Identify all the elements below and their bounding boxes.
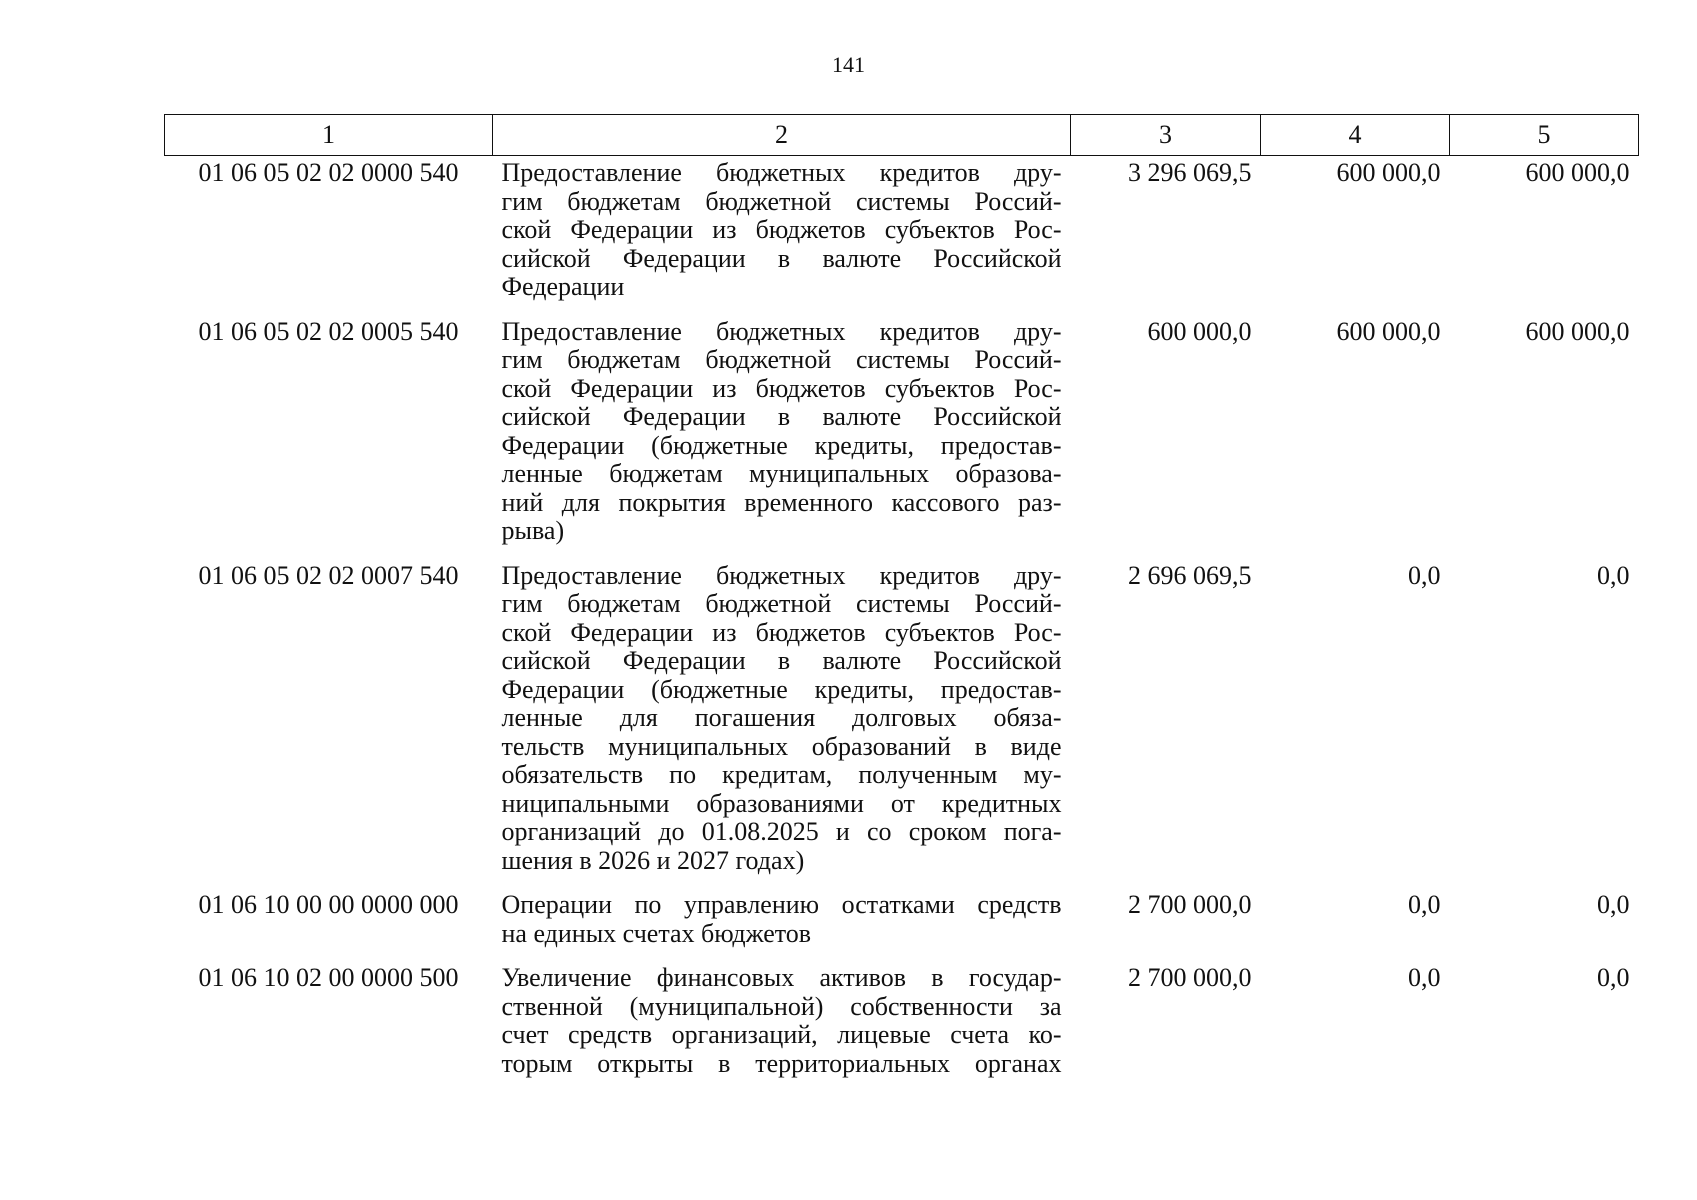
row-code: 01 06 10 00 00 0000 000 <box>198 890 459 919</box>
description-line: Федерации (бюджетные кредиты, предостав- <box>501 430 1062 460</box>
description-line: Предоставление бюджетных кредитов дру- <box>501 158 1062 187</box>
row-value-col3: 2 700 000,0 <box>1128 890 1252 919</box>
row-description <box>493 315 1071 559</box>
description-line: сийской Федерации в валюте Российской <box>501 646 1062 675</box>
table-row <box>165 315 1639 559</box>
description-line: торым открыты в территориальных органах <box>501 1048 1062 1078</box>
header-cell-1: 1 <box>165 115 493 156</box>
row-value-col5: 0,0 <box>1597 890 1630 919</box>
description-line: ленные для погашения долговых обяза- <box>501 703 1062 732</box>
description-line: сийской Федерации в валюте Российской <box>501 402 1062 431</box>
description-line: Федерации <box>501 272 625 301</box>
description-line: ственной (муниципальной) собственности за <box>501 991 1062 1021</box>
budget-table <box>164 114 1639 1091</box>
description-line: гим бюджетам бюджетной системы Россий- <box>501 186 1062 216</box>
description-line: ской Федерации из бюджетов субъектов Рос- <box>501 373 1062 403</box>
row-value-col4: 0,0 <box>1408 963 1441 992</box>
row-code: 01 06 05 02 02 0000 540 <box>198 158 459 187</box>
row-code: 01 06 05 02 02 0005 540 <box>198 316 459 346</box>
row-description <box>493 961 1071 1091</box>
row-code: 01 06 10 02 00 0000 500 <box>198 963 459 992</box>
row-code: 01 06 05 02 02 0007 540 <box>198 560 459 590</box>
row-description <box>493 156 1071 315</box>
header-cell-4: 4 <box>1261 115 1450 156</box>
description-line: организаций до 01.08.2025 и со сроком пога- <box>501 817 1062 846</box>
description-line: рыва) <box>501 516 565 545</box>
row-value-col3: 600 000,0 <box>1147 316 1252 346</box>
table-row <box>165 961 1639 1091</box>
row-value-col4: 600 000,0 <box>1336 316 1441 346</box>
row-value-col5: 0,0 <box>1597 560 1630 590</box>
row-description <box>493 888 1071 961</box>
header-cell-3: 3 <box>1071 115 1261 156</box>
description-line: на единых счетах бюджетов <box>501 918 812 948</box>
description-line: ний для покрытия временного кассового раз- <box>501 487 1062 517</box>
row-value-col4: 0,0 <box>1408 890 1441 919</box>
description-line: ниципальными образованиями от кредитных <box>501 788 1062 818</box>
table-row <box>165 559 1639 889</box>
header-row <box>165 115 1639 156</box>
row-value-col5: 0,0 <box>1597 963 1630 992</box>
row-value-col3: 2 696 069,5 <box>1128 560 1252 590</box>
description-line: Увеличение финансовых активов в государ- <box>501 963 1062 992</box>
description-line: гим бюджетам бюджетной системы Россий- <box>501 589 1062 618</box>
row-value-col5: 600 000,0 <box>1525 316 1630 346</box>
description-line: Федерации (бюджетные кредиты, предостав- <box>501 674 1062 704</box>
row-value-col4: 0,0 <box>1408 560 1441 590</box>
table-row <box>165 888 1639 961</box>
description-line: Операции по управлению остатками средств <box>501 890 1062 919</box>
row-description <box>493 559 1071 889</box>
description-line: обязательств по кредитам, полученным му- <box>501 760 1062 789</box>
description-line: гим бюджетам бюджетной системы Россий- <box>501 345 1062 374</box>
row-value-col3: 2 700 000,0 <box>1128 963 1252 992</box>
row-value-col4: 600 000,0 <box>1336 158 1441 187</box>
description-line: шения в 2026 и 2027 годах) <box>501 845 805 875</box>
description-line: Предоставление бюджетных кредитов дру- <box>501 560 1062 590</box>
description-line: сийской Федерации в валюте Российской <box>501 243 1062 273</box>
row-value-col5: 600 000,0 <box>1525 158 1630 187</box>
description-line: тельств муниципальных образований в виде <box>501 731 1062 761</box>
page-number: 141 <box>832 52 865 77</box>
description-line: ленные бюджетам муниципальных образова- <box>501 459 1062 488</box>
table-row <box>165 156 1639 315</box>
table-body <box>165 156 1639 1092</box>
description-line: ской Федерации из бюджетов субъектов Рос- <box>501 617 1062 647</box>
header-cell-5: 5 <box>1450 115 1639 156</box>
header-cell-2: 2 <box>493 115 1071 156</box>
description-line: Предоставление бюджетных кредитов дру- <box>501 316 1062 346</box>
description-line: ской Федерации из бюджетов субъектов Рос- <box>501 215 1062 244</box>
description-line: счет средств организаций, лицевые счета ко- <box>501 1020 1062 1049</box>
row-value-col3: 3 296 069,5 <box>1128 158 1252 187</box>
table-header <box>165 115 1639 156</box>
